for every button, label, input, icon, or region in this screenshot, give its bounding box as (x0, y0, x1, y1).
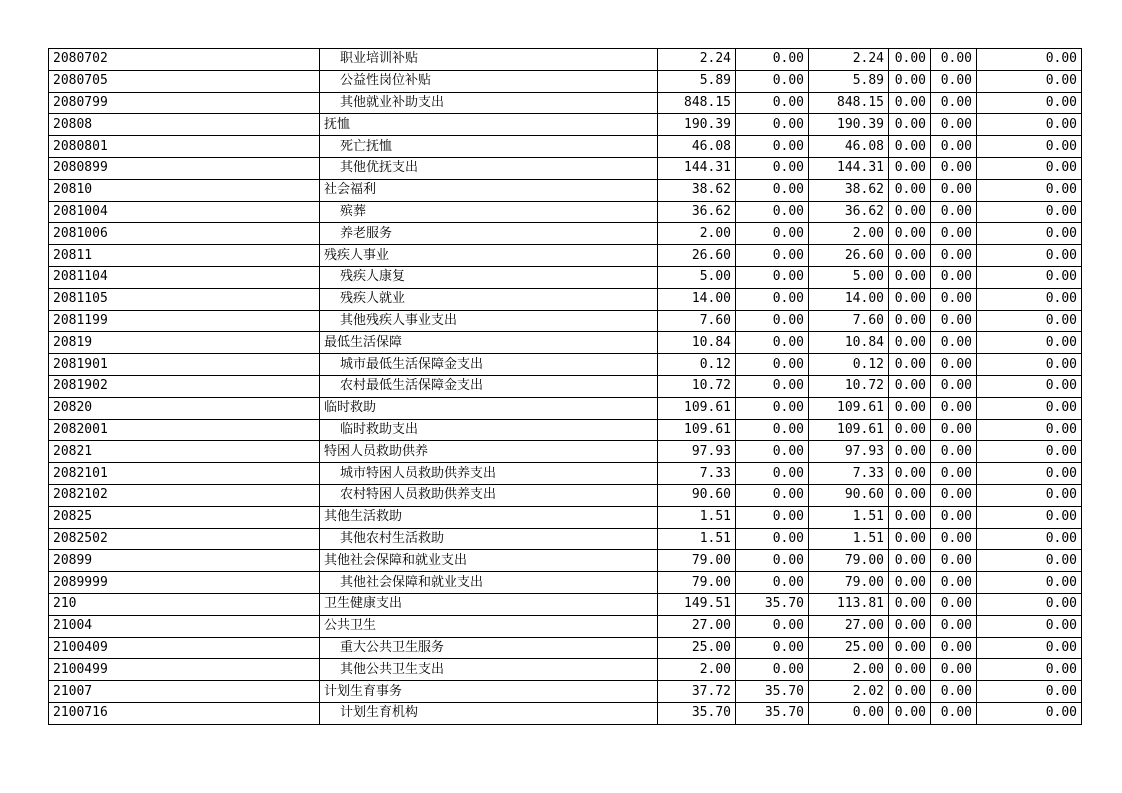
amount-cell: 0.00 (736, 201, 809, 223)
amount-cell: 0.00 (977, 375, 1082, 397)
amount-cell: 0.00 (977, 702, 1082, 724)
amount-cell: 0.00 (931, 659, 977, 681)
subject-code-cell: 2081104 (49, 266, 320, 288)
subject-code-cell: 21007 (49, 681, 320, 703)
amount-cell: 0.00 (977, 354, 1082, 376)
amount-cell: 190.39 (809, 114, 889, 136)
table-row (49, 681, 1082, 703)
subject-code-cell: 2100409 (49, 637, 320, 659)
table-row (49, 484, 1082, 506)
amount-cell: 14.00 (809, 288, 889, 310)
amount-cell: 46.08 (809, 136, 889, 158)
amount-cell: 0.00 (889, 463, 931, 485)
amount-cell: 0.00 (736, 637, 809, 659)
amount-cell: 0.00 (736, 136, 809, 158)
amount-cell: 0.00 (977, 157, 1082, 179)
amount-cell: 0.00 (889, 49, 931, 71)
amount-cell: 0.00 (889, 681, 931, 703)
subject-name-cell: 最低生活保障 (320, 332, 658, 354)
amount-cell: 0.00 (977, 441, 1082, 463)
amount-cell: 0.00 (889, 332, 931, 354)
amount-cell: 144.31 (809, 157, 889, 179)
amount-cell: 0.00 (736, 375, 809, 397)
amount-cell: 0.00 (736, 310, 809, 332)
amount-cell: 0.12 (809, 354, 889, 376)
amount-cell: 0.00 (977, 70, 1082, 92)
amount-cell: 0.00 (736, 550, 809, 572)
table-row (49, 157, 1082, 179)
subject-code-cell: 20819 (49, 332, 320, 354)
table-row (49, 201, 1082, 223)
amount-cell: 0.00 (889, 593, 931, 615)
amount-cell: 0.00 (931, 550, 977, 572)
subject-name-cell: 其他残疾人事业支出 (320, 310, 658, 332)
amount-cell: 0.00 (977, 201, 1082, 223)
table-row (49, 179, 1082, 201)
subject-name-cell: 其他社会保障和就业支出 (320, 572, 658, 594)
amount-cell: 0.00 (736, 572, 809, 594)
amount-cell: 0.00 (977, 550, 1082, 572)
amount-cell: 0.00 (977, 572, 1082, 594)
subject-code-cell: 2082502 (49, 528, 320, 550)
subject-code-cell: 2081199 (49, 310, 320, 332)
amount-cell: 14.00 (658, 288, 736, 310)
amount-cell: 0.00 (889, 528, 931, 550)
amount-cell: 0.00 (977, 114, 1082, 136)
amount-cell: 38.62 (658, 179, 736, 201)
table-row (49, 441, 1082, 463)
table-row (49, 49, 1082, 71)
amount-cell: 0.00 (931, 419, 977, 441)
amount-cell: 2.24 (809, 49, 889, 71)
amount-cell: 0.00 (977, 659, 1082, 681)
subject-name-cell: 其他就业补助支出 (320, 92, 658, 114)
amount-cell: 0.00 (736, 332, 809, 354)
amount-cell: 0.00 (889, 550, 931, 572)
subject-name-cell: 养老服务 (320, 223, 658, 245)
amount-cell: 35.70 (736, 702, 809, 724)
subject-name-cell: 临时救助 (320, 397, 658, 419)
amount-cell: 0.00 (889, 266, 931, 288)
amount-cell: 0.00 (931, 484, 977, 506)
amount-cell: 0.00 (736, 245, 809, 267)
amount-cell: 0.00 (931, 572, 977, 594)
subject-code-cell: 20825 (49, 506, 320, 528)
amount-cell: 0.00 (931, 397, 977, 419)
amount-cell: 0.00 (889, 179, 931, 201)
amount-cell: 35.70 (658, 702, 736, 724)
amount-cell: 0.00 (931, 441, 977, 463)
budget-table-body (49, 49, 1082, 725)
amount-cell: 0.00 (977, 681, 1082, 703)
amount-cell: 848.15 (809, 92, 889, 114)
amount-cell: 113.81 (809, 593, 889, 615)
amount-cell: 0.00 (977, 49, 1082, 71)
amount-cell: 0.00 (736, 419, 809, 441)
subject-name-cell: 其他社会保障和就业支出 (320, 550, 658, 572)
table-row (49, 615, 1082, 637)
amount-cell: 38.62 (809, 179, 889, 201)
amount-cell: 0.00 (889, 136, 931, 158)
amount-cell: 0.00 (931, 223, 977, 245)
subject-code-cell: 2080801 (49, 136, 320, 158)
table-row (49, 702, 1082, 724)
subject-name-cell: 城市最低生活保障金支出 (320, 354, 658, 376)
amount-cell: 0.00 (889, 310, 931, 332)
subject-name-cell: 残疾人就业 (320, 288, 658, 310)
amount-cell: 0.00 (889, 484, 931, 506)
amount-cell: 35.70 (736, 593, 809, 615)
amount-cell: 0.00 (931, 354, 977, 376)
subject-name-cell: 临时救助支出 (320, 419, 658, 441)
amount-cell: 149.51 (658, 593, 736, 615)
subject-code-cell: 2081901 (49, 354, 320, 376)
amount-cell: 0.00 (889, 637, 931, 659)
subject-name-cell: 计划生育事务 (320, 681, 658, 703)
amount-cell: 7.33 (809, 463, 889, 485)
subject-code-cell: 21004 (49, 615, 320, 637)
amount-cell: 10.72 (658, 375, 736, 397)
table-row (49, 245, 1082, 267)
amount-cell: 0.00 (931, 245, 977, 267)
amount-cell: 25.00 (658, 637, 736, 659)
amount-cell: 36.62 (658, 201, 736, 223)
amount-cell: 0.00 (736, 223, 809, 245)
amount-cell: 0.00 (809, 702, 889, 724)
subject-name-cell: 其他优抚支出 (320, 157, 658, 179)
subject-code-cell: 20808 (49, 114, 320, 136)
amount-cell: 0.00 (889, 114, 931, 136)
amount-cell: 46.08 (658, 136, 736, 158)
amount-cell: 0.00 (931, 506, 977, 528)
amount-cell: 5.00 (809, 266, 889, 288)
amount-cell: 1.51 (809, 528, 889, 550)
amount-cell: 0.00 (931, 637, 977, 659)
amount-cell: 0.00 (931, 266, 977, 288)
amount-cell: 0.12 (658, 354, 736, 376)
subject-name-cell: 计划生育机构 (320, 702, 658, 724)
amount-cell: 0.00 (931, 332, 977, 354)
amount-cell: 79.00 (658, 550, 736, 572)
subject-name-cell: 残疾人康复 (320, 266, 658, 288)
amount-cell: 0.00 (931, 201, 977, 223)
amount-cell: 0.00 (889, 659, 931, 681)
table-row (49, 528, 1082, 550)
table-row (49, 397, 1082, 419)
amount-cell: 0.00 (889, 397, 931, 419)
amount-cell: 0.00 (736, 659, 809, 681)
amount-cell: 0.00 (889, 223, 931, 245)
amount-cell: 97.93 (658, 441, 736, 463)
amount-cell: 2.00 (809, 659, 889, 681)
amount-cell: 0.00 (977, 136, 1082, 158)
subject-name-cell: 社会福利 (320, 179, 658, 201)
amount-cell: 0.00 (931, 70, 977, 92)
subject-code-cell: 2100499 (49, 659, 320, 681)
amount-cell: 0.00 (931, 615, 977, 637)
subject-code-cell: 2080705 (49, 70, 320, 92)
table-row (49, 354, 1082, 376)
subject-name-cell: 公共卫生 (320, 615, 658, 637)
subject-name-cell: 职业培训补贴 (320, 49, 658, 71)
subject-code-cell: 20899 (49, 550, 320, 572)
subject-code-cell: 2082001 (49, 419, 320, 441)
amount-cell: 0.00 (931, 136, 977, 158)
subject-code-cell: 2100716 (49, 702, 320, 724)
subject-code-cell: 2081006 (49, 223, 320, 245)
subject-code-cell: 2080702 (49, 49, 320, 71)
amount-cell: 0.00 (736, 92, 809, 114)
amount-cell: 26.60 (658, 245, 736, 267)
table-row (49, 288, 1082, 310)
amount-cell: 0.00 (977, 310, 1082, 332)
amount-cell: 0.00 (931, 92, 977, 114)
subject-name-cell: 重大公共卫生服务 (320, 637, 658, 659)
amount-cell: 0.00 (977, 637, 1082, 659)
table-row (49, 506, 1082, 528)
amount-cell: 0.00 (736, 397, 809, 419)
amount-cell: 0.00 (977, 528, 1082, 550)
amount-cell: 27.00 (809, 615, 889, 637)
amount-cell: 2.00 (809, 223, 889, 245)
amount-cell: 0.00 (977, 506, 1082, 528)
amount-cell: 35.70 (736, 681, 809, 703)
amount-cell: 0.00 (889, 157, 931, 179)
amount-cell: 0.00 (736, 528, 809, 550)
amount-cell: 10.84 (658, 332, 736, 354)
amount-cell: 97.93 (809, 441, 889, 463)
amount-cell: 2.00 (658, 223, 736, 245)
amount-cell: 36.62 (809, 201, 889, 223)
amount-cell: 37.72 (658, 681, 736, 703)
amount-cell: 0.00 (736, 49, 809, 71)
amount-cell: 0.00 (736, 354, 809, 376)
subject-code-cell: 2081105 (49, 288, 320, 310)
amount-cell: 0.00 (931, 49, 977, 71)
amount-cell: 27.00 (658, 615, 736, 637)
budget-table (48, 48, 1082, 725)
amount-cell: 0.00 (736, 179, 809, 201)
amount-cell: 26.60 (809, 245, 889, 267)
subject-code-cell: 2082102 (49, 484, 320, 506)
amount-cell: 0.00 (736, 484, 809, 506)
subject-code-cell: 2081004 (49, 201, 320, 223)
subject-name-cell: 殡葬 (320, 201, 658, 223)
amount-cell: 1.51 (809, 506, 889, 528)
amount-cell: 7.33 (658, 463, 736, 485)
amount-cell: 5.00 (658, 266, 736, 288)
subject-code-cell: 20810 (49, 179, 320, 201)
subject-name-cell: 抚恤 (320, 114, 658, 136)
amount-cell: 0.00 (889, 288, 931, 310)
amount-cell: 109.61 (658, 419, 736, 441)
amount-cell: 0.00 (977, 288, 1082, 310)
amount-cell: 0.00 (977, 245, 1082, 267)
amount-cell: 90.60 (809, 484, 889, 506)
amount-cell: 0.00 (977, 92, 1082, 114)
subject-code-cell: 210 (49, 593, 320, 615)
amount-cell: 0.00 (931, 157, 977, 179)
amount-cell: 1.51 (658, 506, 736, 528)
subject-name-cell: 城市特困人员救助供养支出 (320, 463, 658, 485)
subject-name-cell: 其他生活救助 (320, 506, 658, 528)
amount-cell: 0.00 (977, 179, 1082, 201)
amount-cell: 79.00 (658, 572, 736, 594)
amount-cell: 109.61 (809, 419, 889, 441)
table-row (49, 375, 1082, 397)
subject-name-cell: 农村特困人员救助供养支出 (320, 484, 658, 506)
amount-cell: 0.00 (889, 375, 931, 397)
table-row (49, 92, 1082, 114)
table-row (49, 136, 1082, 158)
amount-cell: 0.00 (889, 354, 931, 376)
amount-cell: 0.00 (977, 397, 1082, 419)
amount-cell: 0.00 (931, 114, 977, 136)
amount-cell: 0.00 (736, 157, 809, 179)
amount-cell: 0.00 (931, 528, 977, 550)
amount-cell: 109.61 (809, 397, 889, 419)
subject-code-cell: 20811 (49, 245, 320, 267)
table-row (49, 550, 1082, 572)
table-row (49, 572, 1082, 594)
amount-cell: 0.00 (736, 70, 809, 92)
subject-code-cell: 2089999 (49, 572, 320, 594)
amount-cell: 0.00 (977, 593, 1082, 615)
subject-code-cell: 2080799 (49, 92, 320, 114)
amount-cell: 0.00 (977, 223, 1082, 245)
amount-cell: 25.00 (809, 637, 889, 659)
amount-cell: 0.00 (889, 506, 931, 528)
amount-cell: 0.00 (977, 463, 1082, 485)
table-row (49, 70, 1082, 92)
amount-cell: 0.00 (889, 245, 931, 267)
table-row (49, 332, 1082, 354)
amount-cell: 0.00 (736, 463, 809, 485)
amount-cell: 0.00 (889, 92, 931, 114)
amount-cell: 0.00 (736, 441, 809, 463)
subject-name-cell: 农村最低生活保障金支出 (320, 375, 658, 397)
amount-cell: 5.89 (658, 70, 736, 92)
amount-cell: 0.00 (931, 179, 977, 201)
amount-cell: 0.00 (931, 702, 977, 724)
amount-cell: 0.00 (736, 615, 809, 637)
amount-cell: 190.39 (658, 114, 736, 136)
subject-name-cell: 特困人员救助供养 (320, 441, 658, 463)
amount-cell: 0.00 (931, 288, 977, 310)
subject-name-cell: 其他公共卫生支出 (320, 659, 658, 681)
amount-cell: 0.00 (977, 332, 1082, 354)
amount-cell: 2.00 (658, 659, 736, 681)
subject-code-cell: 2080899 (49, 157, 320, 179)
amount-cell: 90.60 (658, 484, 736, 506)
amount-cell: 0.00 (889, 419, 931, 441)
amount-cell: 109.61 (658, 397, 736, 419)
subject-name-cell: 残疾人事业 (320, 245, 658, 267)
amount-cell: 0.00 (736, 266, 809, 288)
amount-cell: 2.02 (809, 681, 889, 703)
amount-cell: 0.00 (931, 375, 977, 397)
amount-cell: 0.00 (889, 702, 931, 724)
amount-cell: 0.00 (931, 681, 977, 703)
table-row (49, 659, 1082, 681)
amount-cell: 0.00 (977, 484, 1082, 506)
amount-cell: 10.72 (809, 375, 889, 397)
amount-cell: 0.00 (889, 572, 931, 594)
amount-cell: 7.60 (809, 310, 889, 332)
amount-cell: 144.31 (658, 157, 736, 179)
subject-code-cell: 2081902 (49, 375, 320, 397)
amount-cell: 0.00 (977, 419, 1082, 441)
amount-cell: 1.51 (658, 528, 736, 550)
table-row (49, 310, 1082, 332)
subject-code-cell: 20821 (49, 441, 320, 463)
amount-cell: 5.89 (809, 70, 889, 92)
amount-cell: 79.00 (809, 550, 889, 572)
subject-code-cell: 2082101 (49, 463, 320, 485)
amount-cell: 7.60 (658, 310, 736, 332)
amount-cell: 0.00 (931, 310, 977, 332)
amount-cell: 0.00 (736, 288, 809, 310)
amount-cell: 0.00 (889, 615, 931, 637)
table-row (49, 419, 1082, 441)
amount-cell: 848.15 (658, 92, 736, 114)
subject-name-cell: 公益性岗位补贴 (320, 70, 658, 92)
subject-name-cell: 其他农村生活救助 (320, 528, 658, 550)
table-row (49, 463, 1082, 485)
amount-cell: 0.00 (736, 114, 809, 136)
amount-cell: 0.00 (736, 506, 809, 528)
table-row (49, 593, 1082, 615)
table-row (49, 114, 1082, 136)
amount-cell: 79.00 (809, 572, 889, 594)
subject-code-cell: 20820 (49, 397, 320, 419)
amount-cell: 0.00 (889, 70, 931, 92)
amount-cell: 0.00 (977, 615, 1082, 637)
subject-name-cell: 死亡抚恤 (320, 136, 658, 158)
subject-name-cell: 卫生健康支出 (320, 593, 658, 615)
table-row (49, 223, 1082, 245)
amount-cell: 2.24 (658, 49, 736, 71)
amount-cell: 0.00 (889, 441, 931, 463)
amount-cell: 0.00 (977, 266, 1082, 288)
amount-cell: 10.84 (809, 332, 889, 354)
table-row (49, 266, 1082, 288)
table-row (49, 637, 1082, 659)
amount-cell: 0.00 (931, 463, 977, 485)
amount-cell: 0.00 (931, 593, 977, 615)
amount-cell: 0.00 (889, 201, 931, 223)
